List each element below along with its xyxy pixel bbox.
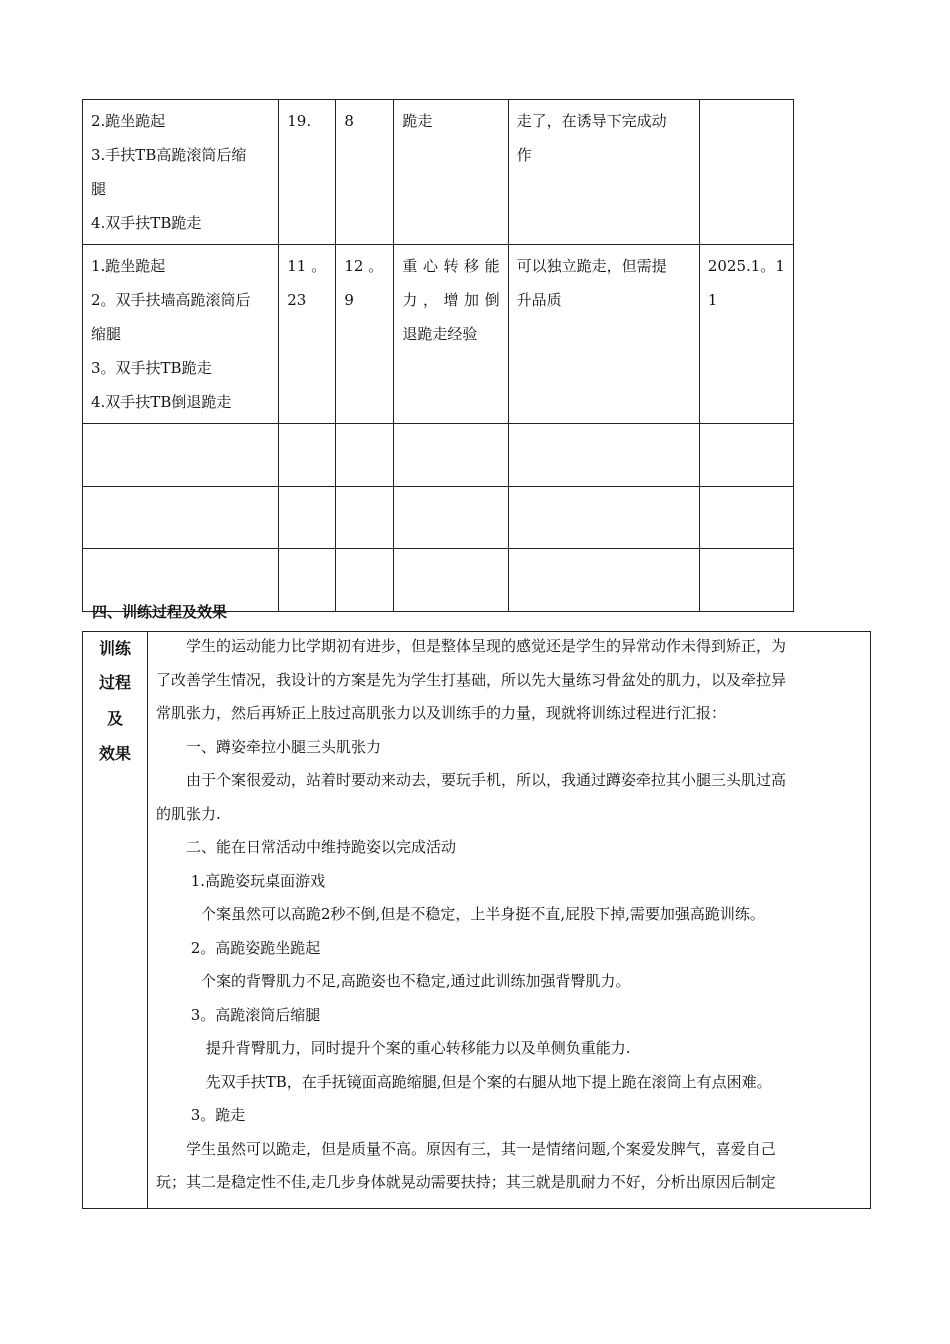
text-line: 的肌张力. [156, 804, 221, 823]
label-line: 训练 [98, 639, 131, 658]
text-line: 个案虽然可以高跪2秒不倒,但是不稳定，上半身挺不直,屁股下掉,需要加强高跪训练。 [156, 905, 765, 923]
empty-cell [336, 487, 394, 549]
empty-cell [394, 424, 508, 487]
empty-cell [394, 487, 508, 549]
empty-cell [699, 487, 793, 549]
effect-cell: 可以独立跪走，但需提 升品质 [508, 245, 699, 424]
empty-cell [336, 549, 394, 612]
text-line: 学生的运动能力比学期初有进步，但是整体呈现的感觉还是学生的异常动作未得到矫正，为 [156, 637, 787, 655]
effect-cell: 走了，在诱导下完成动 作 [508, 100, 699, 245]
table-row [83, 100, 794, 245]
training-content-cell: 1.跪坐跪起 2。双手扶墙高跪滚筒后 缩腿 3。双手扶TB跪走 4.双手扶TB倒退跪走 [83, 245, 279, 424]
start-date-cell: 11 。 23 [279, 245, 336, 424]
label-column [83, 632, 148, 1208]
table-row-empty [83, 487, 794, 549]
empty-cell [508, 424, 699, 487]
empty-cell [508, 549, 699, 612]
empty-cell [508, 487, 699, 549]
end-date-cell: 8 [336, 100, 394, 245]
text-line: 玩；其二是稳定性不佳,走几步身体就晃动需要扶持；其三就是肌耐力不好，分析出原因后制定 [156, 1173, 776, 1191]
text-line: 2。高跪姿跪坐跪起 [156, 938, 321, 957]
text-line: 3。跪走 [156, 1106, 246, 1124]
text-line: 提升背臀肌力，同时提升个案的重心转移能力以及单侧负重能力. [156, 1039, 631, 1057]
table-row-empty [83, 424, 794, 487]
section-heading: 四、训练过程及效果 [92, 603, 228, 621]
text-line: 学生虽然可以跪走，但是质量不高。原因有三，其一是情绪问题,个案爱发脾气，喜爱自己 [156, 1139, 776, 1158]
text-line: 先双手扶TB，在手抚镜面高跪缩腿,但是个案的右腿从地下提上跪在滚筒上有点困难。 [156, 1072, 772, 1091]
text-line: 由于个案很爱动，站着时要动来动去，要玩手机，所以，我通过蹲姿牵拉其小腿三头肌过高 [156, 771, 787, 789]
text-line: 常肌张力，然后再矫正上肢过高肌张力以及训练手的力量，现就将训练过程进行汇报： [156, 704, 727, 722]
label-line: 效果 [98, 744, 131, 763]
empty-cell [279, 424, 336, 487]
empty-cell [83, 487, 279, 549]
goal-cell: 重心转移能 力，增加倒 退跪走经验 [394, 245, 508, 424]
text-line: 3。高跪滚筒后缩腿 [156, 1005, 321, 1024]
empty-cell [394, 549, 508, 612]
training-content-cell: 2.跪坐跪起 3.手扶TB高跪滚筒后缩 腿 4.双手扶TB跪走 [83, 100, 279, 245]
empty-cell [699, 549, 793, 612]
training-record-table [82, 99, 794, 612]
start-date-cell: 19. [279, 100, 336, 245]
process-content [148, 630, 867, 1200]
label-line: 及 [106, 709, 123, 728]
text-line: 一、蹲姿牵拉小腿三头肌张力 [156, 737, 382, 756]
empty-cell [699, 424, 793, 487]
empty-cell [279, 549, 336, 612]
empty-cell [83, 424, 279, 487]
table-row [83, 245, 794, 424]
label-line: 过程 [98, 673, 131, 692]
goal-cell: 跪走 [394, 100, 508, 245]
text-line: 1.高跪姿玩桌面游戏 [156, 871, 326, 890]
empty-cell [336, 424, 394, 487]
text-line: 二、能在日常活动中维持跪姿以完成活动 [156, 838, 457, 856]
text-line: 个案的背臀肌力不足,高跪姿也不稳定,通过此训练加强背臀肌力。 [156, 972, 631, 990]
training-process-table [82, 631, 871, 1209]
date-cell [699, 100, 793, 245]
text-line: 了改善学生情况，我设计的方案是先为学生打基础，所以先大量练习骨盆处的肌力，以及牵拉异 [156, 670, 787, 689]
date-cell: 2025.1。1 1 [699, 245, 793, 424]
empty-cell [279, 487, 336, 549]
end-date-cell: 12 。 9 [336, 245, 394, 424]
